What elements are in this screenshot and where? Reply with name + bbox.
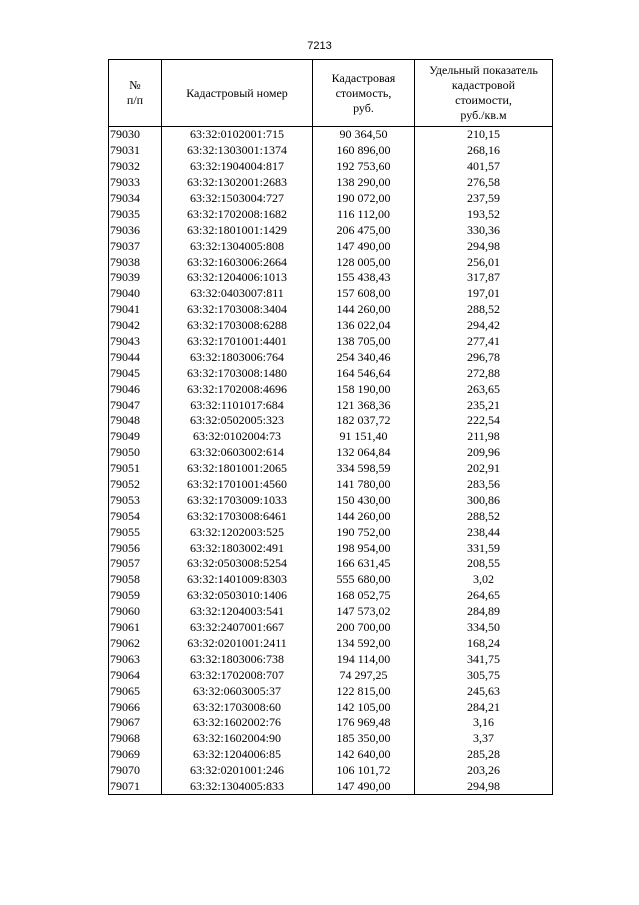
header-num	[109, 60, 162, 127]
row-number: 79051	[109, 461, 162, 477]
row-number: 79042	[109, 318, 162, 334]
specific-value: 331,59	[415, 540, 553, 556]
cadastral-value: 116 112,00	[313, 206, 415, 222]
cadastral-value: 90 364,50	[313, 127, 415, 143]
row-number: 79040	[109, 286, 162, 302]
table-row	[109, 588, 553, 604]
row-number: 79032	[109, 159, 162, 175]
row-number: 79065	[109, 683, 162, 699]
cadastral-number: 63:32:2407001:667	[162, 620, 313, 636]
row-number: 79057	[109, 556, 162, 572]
table-row	[109, 461, 553, 477]
row-number: 79053	[109, 492, 162, 508]
table-row	[109, 477, 553, 493]
cadastral-number: 63:32:0603002:614	[162, 445, 313, 461]
specific-value: 288,52	[415, 508, 553, 524]
table-header-row	[109, 60, 553, 127]
cadastral-number: 63:32:1401009:8303	[162, 572, 313, 588]
cadastral-number: 63:32:1204006:1013	[162, 270, 313, 286]
table-row	[109, 779, 553, 795]
cadastral-value: 157 608,00	[313, 286, 415, 302]
row-number: 79058	[109, 572, 162, 588]
table-row	[109, 715, 553, 731]
cadastral-number: 63:32:1702008:707	[162, 667, 313, 683]
table-row	[109, 238, 553, 254]
specific-value: 3,37	[415, 731, 553, 747]
cadastral-number: 63:32:1904004:817	[162, 159, 313, 175]
row-number: 79071	[109, 779, 162, 795]
cadastral-value: 142 105,00	[313, 699, 415, 715]
row-number: 79063	[109, 651, 162, 667]
row-number: 79056	[109, 540, 162, 556]
row-number: 79069	[109, 747, 162, 763]
table-row	[109, 191, 553, 207]
cadastral-number: 63:32:1702008:4696	[162, 381, 313, 397]
row-number: 79047	[109, 397, 162, 413]
table-row	[109, 159, 553, 175]
cadastral-value: 206 475,00	[313, 222, 415, 238]
cadastral-number: 63:32:1702008:1682	[162, 206, 313, 222]
cadastral-value: 74 297,25	[313, 667, 415, 683]
row-number: 79050	[109, 445, 162, 461]
table-row	[109, 683, 553, 699]
cadastral-value: 555 680,00	[313, 572, 415, 588]
table-row	[109, 175, 553, 191]
cadastral-number: 63:32:1202003:525	[162, 524, 313, 540]
cadastral-value: 164 546,64	[313, 365, 415, 381]
cadastral-number: 63:32:1303001:1374	[162, 143, 313, 159]
table-row	[109, 445, 553, 461]
row-number: 79035	[109, 206, 162, 222]
cadastral-number: 63:32:1803006:764	[162, 349, 313, 365]
cadastral-number: 63:32:1304005:833	[162, 779, 313, 795]
header-cadastral-value-label: Кадастровая стоимость, руб.	[331, 70, 396, 115]
table-row	[109, 556, 553, 572]
cadastral-value: 194 114,00	[313, 651, 415, 667]
row-number: 79055	[109, 524, 162, 540]
table-row	[109, 286, 553, 302]
specific-value: 272,88	[415, 365, 553, 381]
cadastral-number: 63:32:1603006:2664	[162, 254, 313, 270]
specific-value: 401,57	[415, 159, 553, 175]
table-row	[109, 636, 553, 652]
cadastral-value: 198 954,00	[313, 540, 415, 556]
row-number: 79048	[109, 413, 162, 429]
header-specific-value-label: Удельный показатель кадастровой стоимости, руб./кв.м	[429, 63, 538, 122]
table-row	[109, 763, 553, 779]
table-row	[109, 318, 553, 334]
cadastral-value: 158 190,00	[313, 381, 415, 397]
header-cadastral-value	[313, 60, 415, 127]
row-number: 79064	[109, 667, 162, 683]
specific-value: 245,63	[415, 683, 553, 699]
cadastral-value: 190 752,00	[313, 524, 415, 540]
specific-value: 296,78	[415, 349, 553, 365]
specific-value: 285,28	[415, 747, 553, 763]
cadastral-value: 190 072,00	[313, 191, 415, 207]
cadastral-value: 91 151,40	[313, 429, 415, 445]
cadastral-number: 63:32:1703008:3404	[162, 302, 313, 318]
row-number: 79039	[109, 270, 162, 286]
cadastral-number: 63:32:1801001:2065	[162, 461, 313, 477]
cadastral-table	[108, 59, 553, 795]
cadastral-number: 63:32:1703009:1033	[162, 492, 313, 508]
specific-value: 197,01	[415, 286, 553, 302]
specific-value: 210,15	[415, 127, 553, 143]
specific-value: 193,52	[415, 206, 553, 222]
specific-value: 284,21	[415, 699, 553, 715]
table-row	[109, 413, 553, 429]
specific-value: 263,65	[415, 381, 553, 397]
cadastral-value: 142 640,00	[313, 747, 415, 763]
cadastral-number: 63:32:0102001:715	[162, 127, 313, 143]
specific-value: 300,86	[415, 492, 553, 508]
specific-value: 3,16	[415, 715, 553, 731]
table-row	[109, 143, 553, 159]
specific-value: 317,87	[415, 270, 553, 286]
cadastral-value: 121 368,36	[313, 397, 415, 413]
cadastral-number: 63:32:1803002:491	[162, 540, 313, 556]
cadastral-value: 166 631,45	[313, 556, 415, 572]
table-row	[109, 731, 553, 747]
cadastral-number: 63:32:0102004:73	[162, 429, 313, 445]
header-num-label: № п/п	[126, 78, 144, 107]
table-row	[109, 397, 553, 413]
specific-value: 294,98	[415, 238, 553, 254]
cadastral-value: 122 815,00	[313, 683, 415, 699]
row-number: 79049	[109, 429, 162, 445]
cadastral-value: 128 005,00	[313, 254, 415, 270]
cadastral-number: 63:32:1703008:1480	[162, 365, 313, 381]
cadastral-number: 63:32:1602004:90	[162, 731, 313, 747]
table-row	[109, 524, 553, 540]
specific-value: 235,21	[415, 397, 553, 413]
table-row	[109, 127, 553, 143]
row-number: 79062	[109, 636, 162, 652]
table-row	[109, 492, 553, 508]
row-number: 79061	[109, 620, 162, 636]
cadastral-number: 63:32:1703008:60	[162, 699, 313, 715]
cadastral-value: 168 052,75	[313, 588, 415, 604]
cadastral-number: 63:32:1703008:6461	[162, 508, 313, 524]
specific-value: 209,96	[415, 445, 553, 461]
cadastral-value: 136 022,04	[313, 318, 415, 334]
specific-value: 238,44	[415, 524, 553, 540]
cadastral-value: 138 290,00	[313, 175, 415, 191]
specific-value: 168,24	[415, 636, 553, 652]
cadastral-value: 254 340,46	[313, 349, 415, 365]
row-number: 79037	[109, 238, 162, 254]
specific-value: 264,65	[415, 588, 553, 604]
specific-value: 330,36	[415, 222, 553, 238]
cadastral-value: 106 101,72	[313, 763, 415, 779]
specific-value: 283,56	[415, 477, 553, 493]
specific-value: 202,91	[415, 461, 553, 477]
row-number: 79046	[109, 381, 162, 397]
cadastral-value: 155 438,43	[313, 270, 415, 286]
table-body	[109, 127, 553, 795]
row-number: 79043	[109, 334, 162, 350]
cadastral-number: 63:32:0502005:323	[162, 413, 313, 429]
row-number: 79054	[109, 508, 162, 524]
specific-value: 294,98	[415, 779, 553, 795]
header-cadastral-number-label: Кадастровый номер	[186, 85, 288, 100]
cadastral-value: 200 700,00	[313, 620, 415, 636]
cadastral-number: 63:32:1701001:4401	[162, 334, 313, 350]
row-number: 79066	[109, 699, 162, 715]
table-row	[109, 302, 553, 318]
cadastral-value: 160 896,00	[313, 143, 415, 159]
cadastral-number: 63:32:1204006:85	[162, 747, 313, 763]
cadastral-number: 63:32:1602002:76	[162, 715, 313, 731]
table-row	[109, 667, 553, 683]
cadastral-number: 63:32:1801001:1429	[162, 222, 313, 238]
specific-value: 268,16	[415, 143, 553, 159]
cadastral-number: 63:32:0503008:5254	[162, 556, 313, 572]
cadastral-value: 147 573,02	[313, 604, 415, 620]
table-row	[109, 699, 553, 715]
cadastral-number: 63:32:1304005:808	[162, 238, 313, 254]
cadastral-number: 63:32:1701001:4560	[162, 477, 313, 493]
row-number: 79030	[109, 127, 162, 143]
table-row	[109, 270, 553, 286]
table-row	[109, 540, 553, 556]
row-number: 79036	[109, 222, 162, 238]
table-row	[109, 747, 553, 763]
table-row	[109, 620, 553, 636]
row-number: 79070	[109, 763, 162, 779]
row-number: 79031	[109, 143, 162, 159]
cadastral-value: 185 350,00	[313, 731, 415, 747]
cadastral-value: 134 592,00	[313, 636, 415, 652]
specific-value: 284,89	[415, 604, 553, 620]
specific-value: 222,54	[415, 413, 553, 429]
cadastral-number: 63:32:0503010:1406	[162, 588, 313, 604]
row-number: 79034	[109, 191, 162, 207]
cadastral-number: 63:32:1503004:727	[162, 191, 313, 207]
cadastral-number: 63:32:1703008:6288	[162, 318, 313, 334]
cadastral-value: 147 490,00	[313, 238, 415, 254]
specific-value: 256,01	[415, 254, 553, 270]
table-row	[109, 206, 553, 222]
cadastral-number: 63:32:1302001:2683	[162, 175, 313, 191]
table-row	[109, 429, 553, 445]
cadastral-value: 138 705,00	[313, 334, 415, 350]
table-row	[109, 508, 553, 524]
row-number: 79044	[109, 349, 162, 365]
specific-value: 211,98	[415, 429, 553, 445]
cadastral-number: 63:32:0603005:37	[162, 683, 313, 699]
specific-value: 277,41	[415, 334, 553, 350]
table-row	[109, 365, 553, 381]
row-number: 79068	[109, 731, 162, 747]
header-specific-value	[415, 60, 553, 127]
cadastral-value: 144 260,00	[313, 508, 415, 524]
cadastral-value: 192 753,60	[313, 159, 415, 175]
row-number: 79060	[109, 604, 162, 620]
specific-value: 203,26	[415, 763, 553, 779]
table-row	[109, 651, 553, 667]
table-row	[109, 381, 553, 397]
cadastral-number: 63:32:0201001:2411	[162, 636, 313, 652]
specific-value: 288,52	[415, 302, 553, 318]
cadastral-number: 63:32:1204003:541	[162, 604, 313, 620]
row-number: 79059	[109, 588, 162, 604]
cadastral-value: 176 969,48	[313, 715, 415, 731]
specific-value: 276,58	[415, 175, 553, 191]
table-row	[109, 604, 553, 620]
row-number: 79067	[109, 715, 162, 731]
cadastral-value: 147 490,00	[313, 779, 415, 795]
cadastral-value: 150 430,00	[313, 492, 415, 508]
header-cadastral-number	[162, 60, 313, 127]
specific-value: 208,55	[415, 556, 553, 572]
page-number: 7213	[307, 40, 332, 52]
row-number: 79038	[109, 254, 162, 270]
specific-value: 237,59	[415, 191, 553, 207]
table-row	[109, 222, 553, 238]
row-number: 79033	[109, 175, 162, 191]
cadastral-number: 63:32:0403007:811	[162, 286, 313, 302]
specific-value: 294,42	[415, 318, 553, 334]
row-number: 79041	[109, 302, 162, 318]
cadastral-number: 63:32:1101017:684	[162, 397, 313, 413]
specific-value: 334,50	[415, 620, 553, 636]
specific-value: 305,75	[415, 667, 553, 683]
cadastral-value: 132 064,84	[313, 445, 415, 461]
cadastral-value: 182 037,72	[313, 413, 415, 429]
row-number: 79052	[109, 477, 162, 493]
cadastral-value: 144 260,00	[313, 302, 415, 318]
table-row	[109, 334, 553, 350]
table-row	[109, 349, 553, 365]
cadastral-value: 141 780,00	[313, 477, 415, 493]
specific-value: 3,02	[415, 572, 553, 588]
table-row	[109, 572, 553, 588]
table-row	[109, 254, 553, 270]
specific-value: 341,75	[415, 651, 553, 667]
cadastral-value: 334 598,59	[313, 461, 415, 477]
cadastral-number: 63:32:0201001:246	[162, 763, 313, 779]
cadastral-number: 63:32:1803006:738	[162, 651, 313, 667]
row-number: 79045	[109, 365, 162, 381]
